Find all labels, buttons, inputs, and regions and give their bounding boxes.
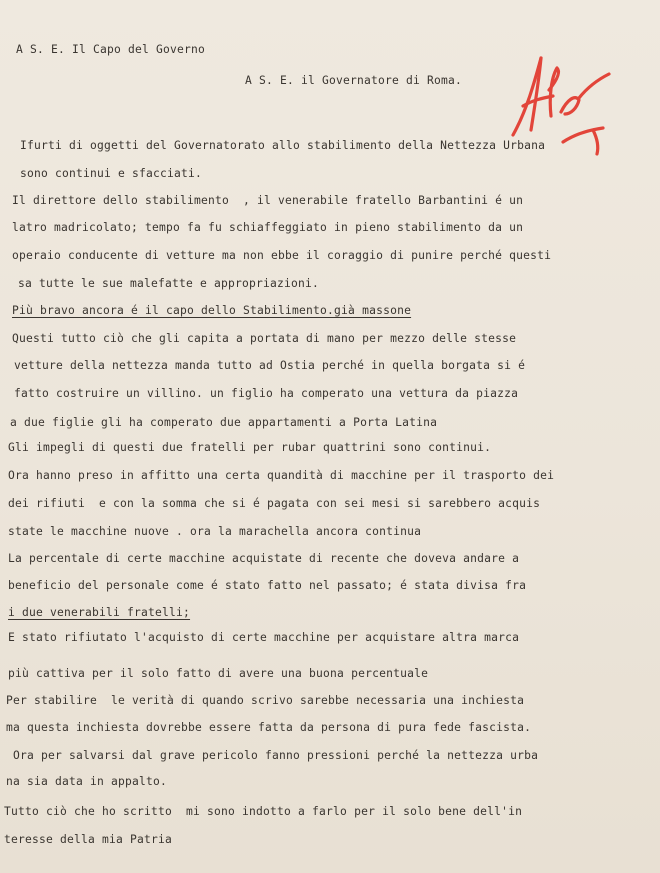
body-line-7: Più bravo ancora é il capo dello Stabilimento.già massone [12,304,412,317]
body-line-2: sono continui e sfacciati. [20,167,203,180]
body-line-14: dei rifiuti e con la somma che si é pagata con sei mesi si sarebbero acquis [8,497,541,510]
body-line-18: i due venerabili fratelli; [8,606,191,619]
body-line-20: più cattiva per il solo fatto di avere una buona percentuale [8,667,429,680]
body-line-3: Il direttore dello stabilimento , il venerabile fratello Barbantini é un [12,194,524,207]
body-line-13: Ora hanno preso in affitto una certa quandità di macchine per il trasporto dei [8,469,555,482]
body-line-21: Per stabilire le verità di quando scrivo sarebbe necessaria una inchiesta [6,694,525,707]
recipient-governatore: A S. E. il Governatore di Roma. [245,74,463,87]
body-line-16: La percentale di certe macchine acquistate di recente che doveva andare a [8,552,520,565]
body-line-6: sa tutte le sue malefatte e appropriazioni. [18,277,320,290]
recipient-capo-governo: A S. E. Il Capo del Governo [16,43,206,56]
body-line-9: vetture della nettezza manda tutto ad Ostia perché in quella borgata si é [14,359,526,372]
body-line-17: beneficio del personale come é stato fatto nel passato; é stata divisa fra [8,579,527,592]
body-line-26: teresse della mia Patria [4,833,173,846]
body-line-19: E stato rifiutato l'acquisto di certe macchine per acquistare altra marca [8,631,520,644]
body-line-4: latro madricolato; tempo fa fu schiaffeggiato in pieno stabilimento da un [12,221,524,234]
body-line-5: operaio conducente di vetture ma non ebbe il coraggio di punire perché questi [12,249,552,262]
body-line-22: ma questa inchiesta dovrebbe essere fatta da persona di pura fede fascista. [6,721,532,734]
body-line-15: state le macchine nuove . ora la marachella ancora continua [8,525,422,538]
body-line-25: Tutto ciò che ho scritto mi sono indotto a farlo per il solo bene dell'in [4,805,523,818]
body-line-10: fatto costruire un villino. un figlio ha comperato una vettura da piazza [14,387,519,400]
body-line-24: na sia data in appalto. [6,775,168,788]
red-handwritten-annotation [505,50,625,170]
body-line-23: Ora per salvarsi dal grave pericolo fanno pressioni perché la nettezza urba [6,749,539,762]
body-line-8: Questi tutto ciò che gli capita a portata di mano per mezzo delle stesse [12,332,517,345]
body-line-1: Ifurti di oggetti del Governatorato allo stabilimento della Nettezza Urbana [20,139,546,152]
body-line-11: a due figlie gli ha comperato due appartamenti a Porta Latina [10,416,438,429]
body-line-12: Gli impegli di questi due fratelli per rubar quattrini sono continui. [8,441,492,454]
